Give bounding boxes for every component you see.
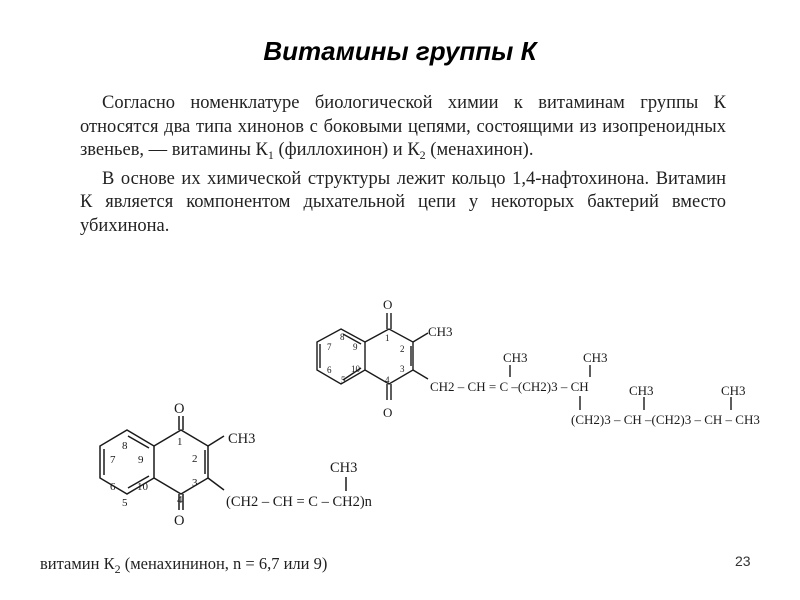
s1-num-8: 8 bbox=[340, 332, 345, 342]
s2-oxygen-top: O bbox=[174, 401, 185, 417]
paragraph-1-text: Согласно номенклатуре биологической химии к витаминам группы К относятся два типа хинонов с боковыми цепями, состоящими из изопреноидных звеньев, — витамины К bbox=[80, 93, 726, 160]
s1-num-1: 1 bbox=[385, 333, 390, 343]
s2-num-9: 9 bbox=[138, 454, 144, 466]
s2-num-3: 3 bbox=[192, 477, 198, 489]
s1-chain-methyl-b: CH3 bbox=[583, 350, 608, 365]
paragraph-1-end: (менахинон). bbox=[425, 140, 534, 160]
s2-num-5: 5 bbox=[122, 497, 128, 509]
s2-num-1: 1 bbox=[177, 436, 183, 448]
structure-phylloquinone-text bbox=[327, 297, 760, 427]
s1-num-2: 2 bbox=[400, 344, 405, 354]
s1-num-5: 5 bbox=[341, 375, 346, 385]
s1-chain-main: CH2 – CH = C –(CH2)3 – CH bbox=[430, 379, 589, 394]
paragraph-2: В основе их химической структуры лежит кольцо 1,4-нафтохинона. Витамин К является компонентом дыхательной цепи у некоторых бактерий вместо убихинона. bbox=[80, 168, 726, 236]
s2-num-8: 8 bbox=[122, 440, 128, 452]
s2-num-10: 10 bbox=[137, 481, 148, 493]
s1-oxygen-bottom: O bbox=[383, 405, 393, 420]
structure-caption bbox=[40, 554, 327, 577]
caption-suffix: (менахининон, n = 6,7 или 9) bbox=[120, 554, 328, 573]
s2-num-6: 6 bbox=[110, 481, 116, 493]
s2-methyl: CH3 bbox=[228, 431, 256, 447]
s2-num-7: 7 bbox=[110, 454, 116, 466]
s1-chain-methyl-a: CH3 bbox=[503, 350, 528, 365]
s1-num-6: 6 bbox=[327, 365, 332, 375]
s1-oxygen-top: O bbox=[383, 297, 393, 312]
page-number: 23 bbox=[735, 553, 751, 569]
structure-menaquinone-text bbox=[110, 401, 373, 529]
s2-num-4: 4 bbox=[177, 494, 183, 506]
s1-num-3: 3 bbox=[400, 364, 405, 374]
paragraph-1-sub2: 2 bbox=[419, 148, 426, 162]
s1-chain-methyl-c: CH3 bbox=[629, 383, 654, 398]
s1-num-9: 9 bbox=[353, 342, 358, 352]
s1-num-7: 7 bbox=[327, 342, 332, 352]
slide-title: Витамины группы К bbox=[263, 36, 537, 66]
s2-side-methyl: CH3 bbox=[330, 460, 358, 476]
s2-num-2: 2 bbox=[192, 453, 198, 465]
caption-prefix: витамин К bbox=[40, 554, 115, 573]
s2-side-chain: (CH2 – CH = C – CH2)n bbox=[226, 494, 372, 510]
paragraph-1-sub1: 1 bbox=[267, 148, 274, 162]
s1-chain-second: (CH2)3 – CH –(CH2)3 – CH – CH3 bbox=[571, 412, 760, 427]
s2-oxygen-bottom: O bbox=[174, 513, 185, 529]
s1-chain-methyl-d: CH3 bbox=[721, 383, 746, 398]
paragraph-1-mid: (филлохинон) и К bbox=[273, 140, 420, 160]
caption-sub: 2 bbox=[114, 562, 121, 576]
s1-methyl: CH3 bbox=[428, 324, 453, 339]
s1-num-4: 4 bbox=[385, 375, 390, 385]
s1-num-10: 10 bbox=[351, 364, 360, 374]
